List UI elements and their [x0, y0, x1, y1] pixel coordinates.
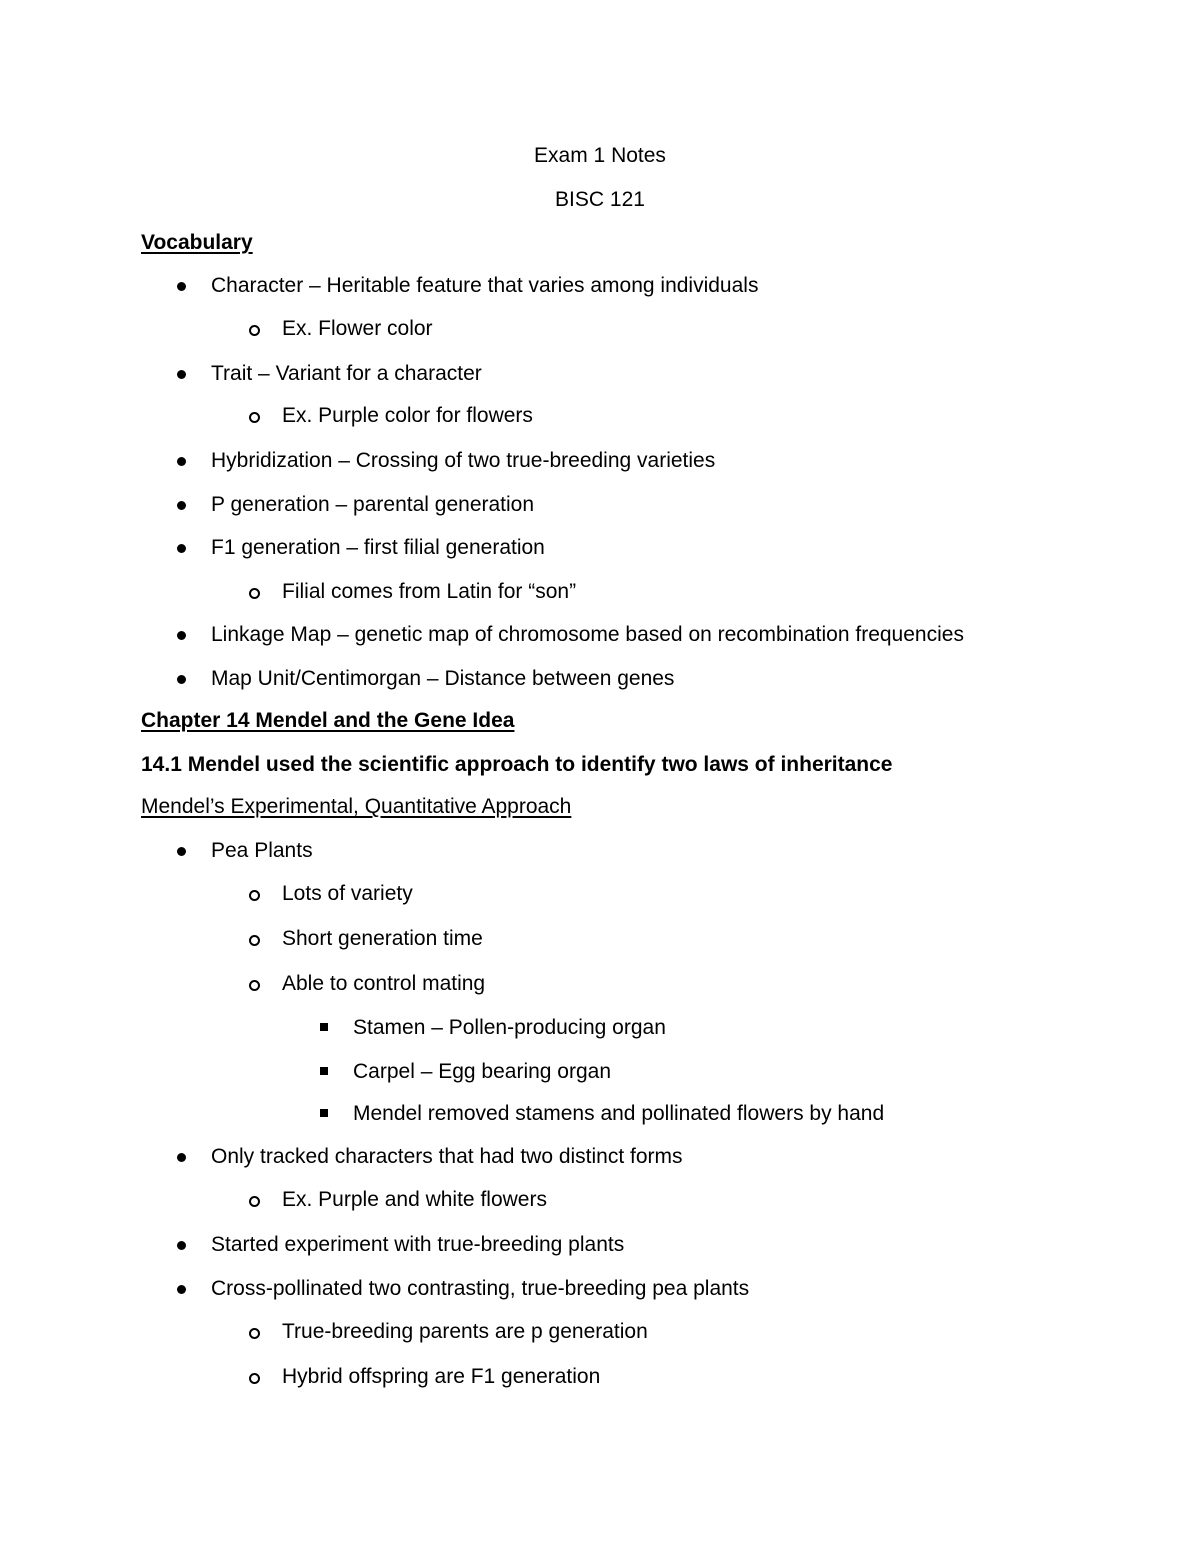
list-item-text: Stamen – Pollen-producing organ [353, 1016, 666, 1039]
bullet-icon [177, 1153, 186, 1162]
chapter-heading: Chapter 14 Mendel and the Gene Idea [141, 709, 515, 732]
list-item [141, 579, 1141, 605]
circle-bullet-icon [249, 1328, 260, 1339]
square-bullet-icon [320, 1067, 328, 1075]
list-item-text: Started experiment with true-breeding plants [211, 1233, 625, 1256]
document-title: Exam 1 Notes [534, 144, 666, 167]
list-item-text: Carpel – Egg bearing organ [353, 1060, 612, 1083]
list-item [141, 838, 1141, 864]
circle-bullet-icon [249, 890, 260, 901]
circle-bullet-icon [249, 325, 260, 336]
list-item [141, 1187, 1141, 1213]
bullet-icon [177, 282, 186, 291]
list-item [141, 1101, 1141, 1127]
list-item-text: Hybrid offspring are F1 generation [282, 1365, 601, 1388]
list-item-text: Pea Plants [211, 839, 313, 862]
list-item-text: Only tracked characters that had two distinct forms [211, 1145, 683, 1168]
bullet-icon [177, 1241, 186, 1250]
list-item [141, 1015, 1141, 1041]
circle-bullet-icon [249, 412, 260, 423]
circle-bullet-icon [249, 1196, 260, 1207]
list-item-text: Map Unit/Centimorgan – Distance between genes [211, 667, 675, 690]
bullet-icon [177, 370, 186, 379]
list-item [141, 1059, 1141, 1085]
circle-bullet-icon [249, 980, 260, 991]
list-item [141, 403, 1141, 429]
bullet-icon [177, 544, 186, 553]
list-item [141, 535, 1141, 561]
list-item-text: Linkage Map – genetic map of chromosome based on recombination frequencies [211, 623, 964, 646]
list-item [141, 361, 1141, 387]
list-item-text: Cross-pollinated two contrasting, true-breeding pea plants [211, 1277, 750, 1300]
square-bullet-icon [320, 1109, 328, 1117]
list-item [141, 1144, 1141, 1170]
list-item [141, 273, 1141, 299]
bullet-icon [177, 847, 186, 856]
list-item-text: Ex. Flower color [282, 317, 433, 340]
bullet-icon [177, 631, 186, 640]
subsection-heading: Mendel’s Experimental, Quantitative Approach [141, 795, 572, 818]
circle-bullet-icon [249, 935, 260, 946]
bullet-icon [177, 501, 186, 510]
square-bullet-icon [320, 1023, 328, 1031]
list-item-text: Ex. Purple color for flowers [282, 404, 533, 427]
section-heading: 14.1 Mendel used the scientific approach to identify two laws of inheritance [141, 753, 893, 776]
list-item-text: True-breeding parents are p generation [282, 1320, 648, 1343]
circle-bullet-icon [249, 1373, 260, 1384]
list-item-text: Hybridization – Crossing of two true-breeding varieties [211, 449, 716, 472]
list-item [141, 492, 1141, 518]
bullet-icon [177, 675, 186, 684]
list-item [141, 1319, 1141, 1345]
list-item [141, 622, 1141, 648]
list-item [141, 316, 1141, 342]
list-item-text: F1 generation – first filial generation [211, 536, 545, 559]
bullet-icon [177, 1285, 186, 1294]
bullet-icon [177, 457, 186, 466]
list-item [141, 926, 1141, 952]
list-item-text: Filial comes from Latin for “son” [282, 580, 577, 603]
list-item-text: Able to control mating [282, 972, 486, 995]
list-item-text: Trait – Variant for a character [211, 362, 482, 385]
list-item-text: Lots of variety [282, 882, 413, 905]
list-item [141, 448, 1141, 474]
list-item [141, 971, 1141, 997]
vocabulary-heading: Vocabulary [141, 231, 253, 254]
course-code: BISC 121 [555, 188, 645, 211]
list-item [141, 1276, 1141, 1302]
list-item-text: P generation – parental generation [211, 493, 535, 516]
list-item-text: Character – Heritable feature that varies among individuals [211, 274, 759, 297]
list-item [141, 881, 1141, 907]
list-item-text: Mendel removed stamens and pollinated flowers by hand [353, 1102, 885, 1125]
list-item-text: Ex. Purple and white flowers [282, 1188, 547, 1211]
list-item-text: Short generation time [282, 927, 483, 950]
list-item [141, 666, 1141, 692]
list-item [141, 1364, 1141, 1390]
circle-bullet-icon [249, 588, 260, 599]
list-item [141, 1232, 1141, 1258]
